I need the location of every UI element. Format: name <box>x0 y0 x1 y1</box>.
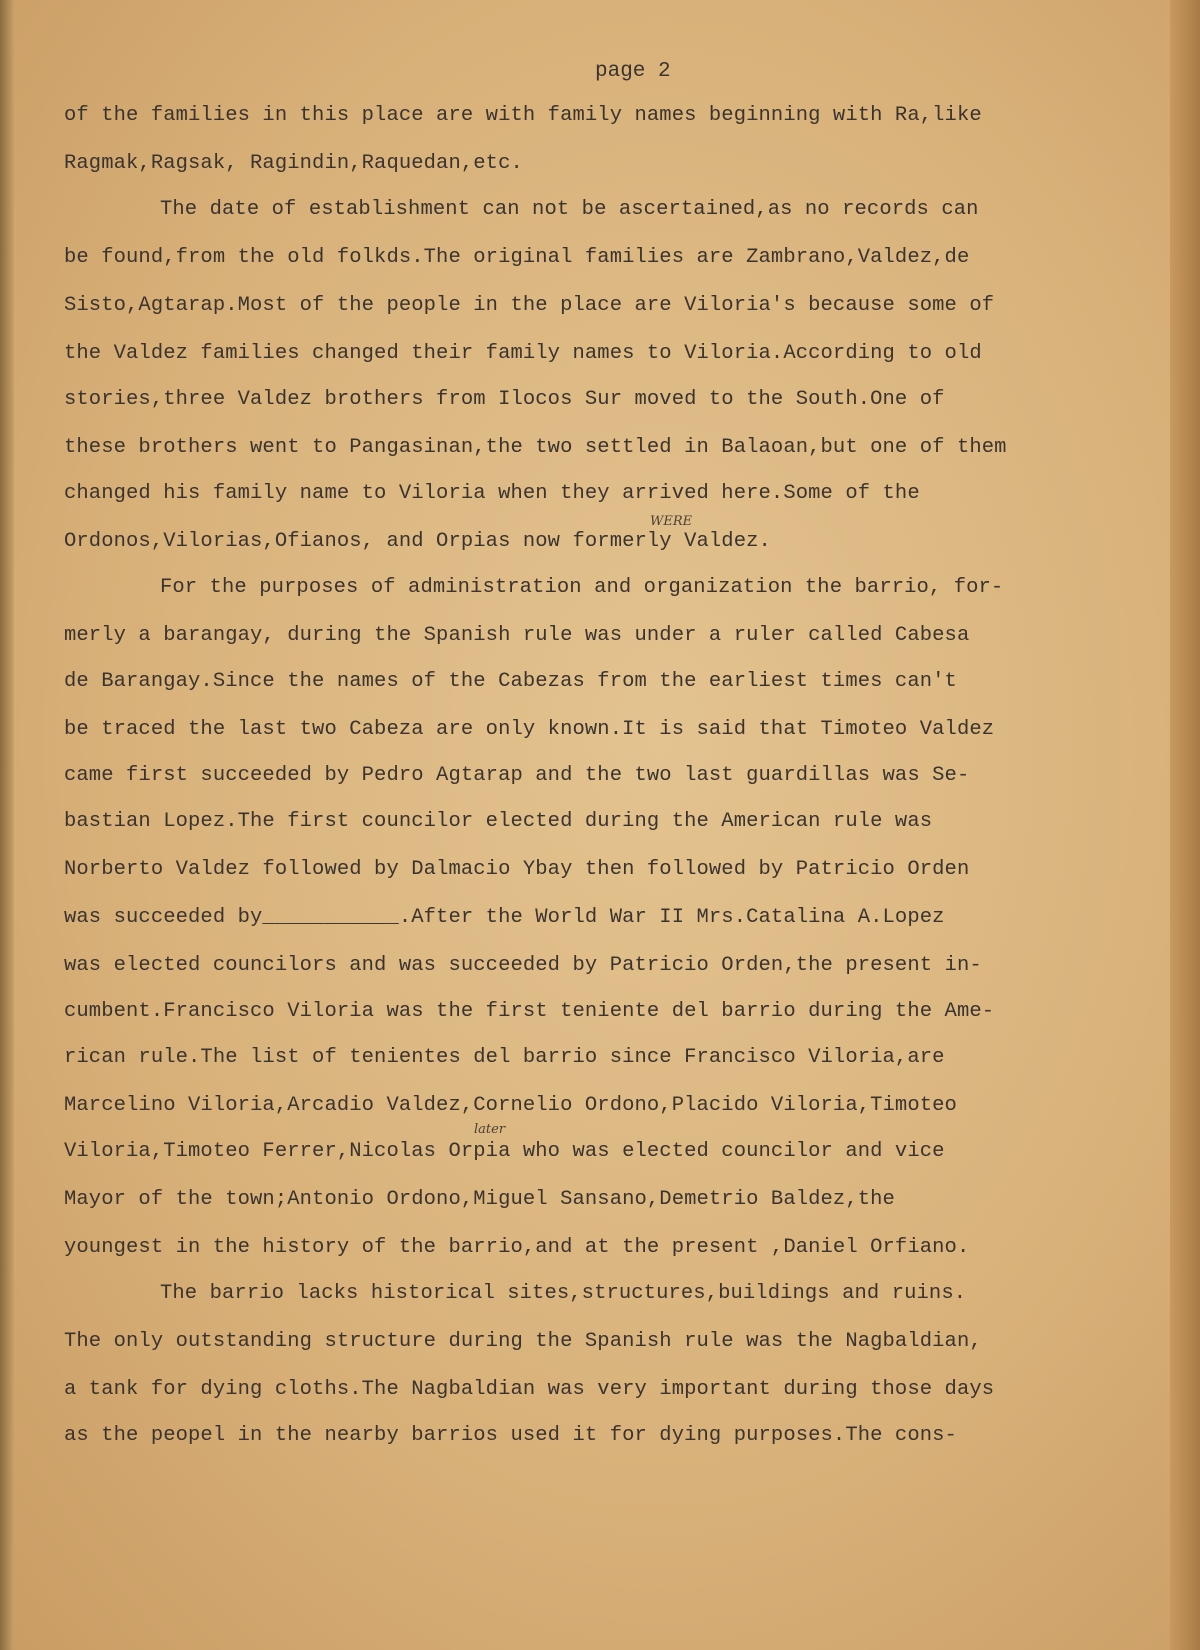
text-line: the Valdez families changed their family names to Viloria.According to old <box>64 342 982 365</box>
text-line: Marcelino Viloria,Arcadio Valdez,Cornelio Ordono,Placido Viloria,Timoteo <box>64 1094 957 1117</box>
text-line: Norberto Valdez followed by Dalmacio Ybay then followed by Patricio Orden <box>64 858 970 881</box>
handwritten-insertion-were: WERE <box>650 514 693 529</box>
text-line: these brothers went to Pangasinan,the two settled in Balaoan,but one of them <box>64 436 1007 459</box>
text-line: stories,three Valdez brothers from Ilocos Sur moved to the South.One of <box>64 388 945 411</box>
text-line: merly a barangay, during the Spanish rule was under a ruler called Cabesa <box>64 624 970 647</box>
text-line: Ordonos,Vilorias,Ofianos, and Orpias now formerly Valdez. <box>64 530 771 553</box>
text-line: youngest in the history of the barrio,and at the present ,Daniel Orfiano. <box>64 1236 970 1259</box>
page-number: page 2 <box>595 60 671 83</box>
text-line: The only outstanding structure during the Spanish rule was the Nagbaldian, <box>64 1330 982 1353</box>
text-line: de Barangay.Since the names of the Cabezas from the earliest times can't <box>64 670 957 693</box>
text-line: be found,from the old folkds.The original families are Zambrano,Valdez,de <box>64 246 970 269</box>
page-left-edge <box>0 0 14 1650</box>
text-line: For the purposes of administration and organization the barrio, for- <box>160 576 1004 599</box>
handwritten-insertion-later: later <box>474 1122 506 1137</box>
text-line: changed his family name to Viloria when they arrived here.Some of the <box>64 482 920 505</box>
text-line: came first succeeded by Pedro Agtarap and the two last guardillas was Se- <box>64 764 970 787</box>
text-line: Mayor of the town;Antonio Ordono,Miguel Sansano,Demetrio Baldez,the <box>64 1188 895 1211</box>
text-line: as the peopel in the nearby barrios used it for dying purposes.The cons- <box>64 1424 957 1447</box>
text-line: was succeeded by___________.After the World War II Mrs.Catalina A.Lopez <box>64 906 945 929</box>
text-line: a tank for dying cloths.The Nagbaldian was very important during those days <box>64 1378 995 1401</box>
text-line: The barrio lacks historical sites,structures,buildings and ruins. <box>160 1282 967 1305</box>
text-line: Ragmak,Ragsak, Ragindin,Raquedan,etc. <box>64 152 523 175</box>
text-line: The date of establishment can not be ascertained,as no records can <box>160 198 979 221</box>
text-line: bastian Lopez.The first councilor elected during the American rule was <box>64 810 933 833</box>
text-line: be traced the last two Cabeza are only known.It is said that Timoteo Valdez <box>64 718 995 741</box>
text-line: rican rule.The list of tenientes del barrio since Francisco Viloria,are <box>64 1046 945 1069</box>
text-line: Viloria,Timoteo Ferrer,Nicolas Orpia who was elected councilor and vice <box>64 1140 945 1163</box>
text-line: was elected councilors and was succeeded by Patricio Orden,the present in- <box>64 954 982 977</box>
text-line: Sisto,Agtarap.Most of the people in the place are Viloria's because some of <box>64 294 995 317</box>
page-right-edge <box>1170 0 1200 1650</box>
text-line: of the families in this place are with family names beginning with Ra,like <box>64 104 982 127</box>
text-line: cumbent.Francisco Viloria was the first teniente del barrio during the Ame- <box>64 1000 995 1023</box>
